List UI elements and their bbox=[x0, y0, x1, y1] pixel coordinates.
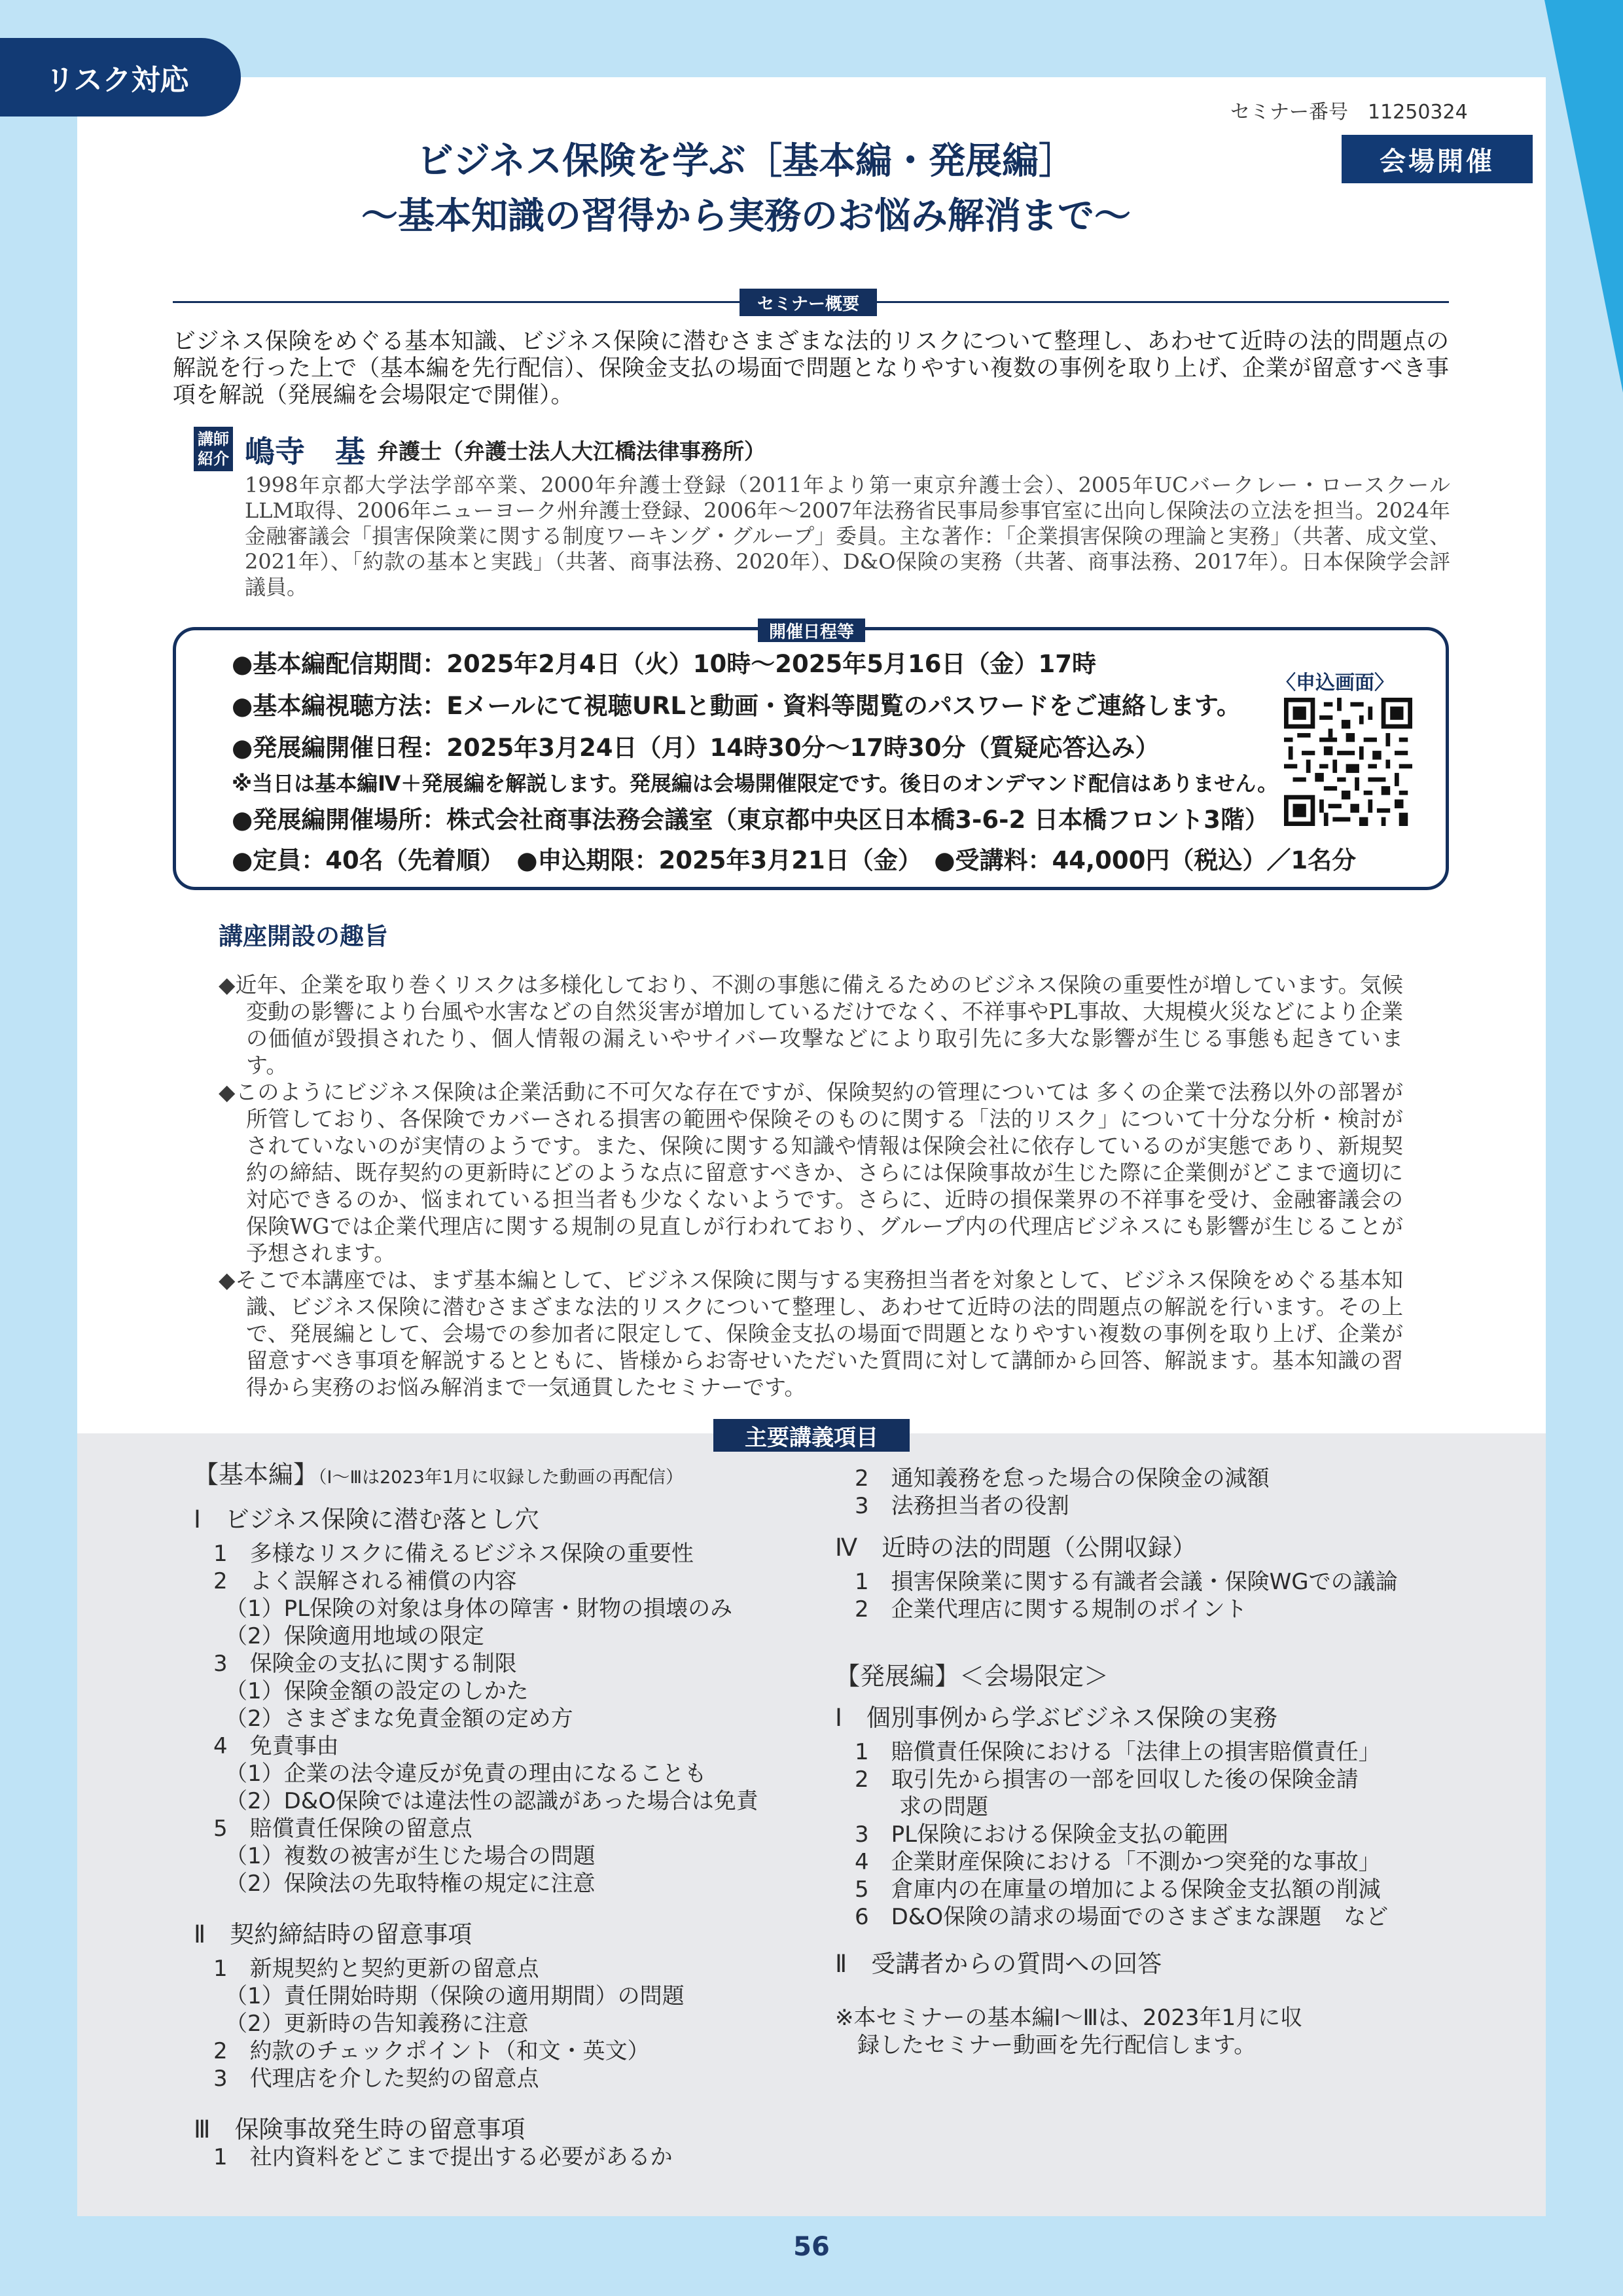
list-item: 1 社内資料をどこまで提出する必要があるか bbox=[213, 2144, 673, 2170]
schedule-advanced-date: ●発展編開催日程：2025年3月24日（月）14時30分〜17時30分（質疑応答込み） bbox=[232, 734, 1160, 762]
lectures-label: 主要講義項目 bbox=[713, 1419, 910, 1452]
list-item: （1）複数の被害が生じた場合の問題 bbox=[225, 1843, 596, 1869]
list-item: （2）保険法の先取特権の規定に注意 bbox=[225, 1871, 596, 1897]
list-item: 3 保険金の支払に関する制限 bbox=[213, 1651, 517, 1677]
list-item: 1 賠償責任保険における「法律上の損害賠償責任」 bbox=[855, 1739, 1381, 1765]
spacer bbox=[835, 1623, 1398, 1662]
list-item: （1）企業の法令違反が免責の理由になることも bbox=[225, 1761, 707, 1787]
aim-heading: 講座開設の趣旨 bbox=[219, 922, 388, 950]
section-title: Ⅲ 保険事故発生時の留意事項 bbox=[194, 2115, 526, 2144]
list-item: 2 約款のチェックポイント（和文・英文） bbox=[213, 2038, 650, 2064]
aim-paragraph: ◆このようにビジネス保険は企業活動に不可欠な存在ですが、保険契約の管理については 多くの企業で法務以外の部署が所管しており、各保険でカバーされる損害の範囲や保険そのものに関する「法的リスク」について十分な分析・検討がされていないのが実情のようです。また、保険に関する知識や情報は保険会社に依存しているのが実態であり、新規契約の締結、既存契約の更新時にどのような点に留意すべきか、さらには保険事故が生じた際に企業側がどこまで適切に対応できるのか、悩まれている担当者も少なくないようです。さらに、近時の損保業界の不祥事を受け、金融審議会の保険WGでは企業代理店に関する規制の見直しが行われており、グループ内の代理店ビジネスにも影響が生じることが予想されます。 bbox=[219, 1079, 1403, 1266]
title-line-1: ビジネス保険を学ぶ［基本編・発展編］ bbox=[416, 140, 1076, 183]
qr-code-icon[interactable] bbox=[1284, 698, 1412, 826]
corner-decoration bbox=[1544, 0, 1623, 393]
section-title: Ⅱ 契約締結時の留意事項 bbox=[194, 1920, 473, 1948]
lecturer-name: 嶋寺 基 bbox=[245, 434, 365, 469]
list-item: 2 通知義務を怠った場合の保険金の減額 bbox=[855, 1465, 1270, 1492]
venue-badge: 会場開催 bbox=[1342, 135, 1533, 183]
overview-text: ビジネス保険をめぐる基本知識、ビジネス保険に潜むさまざまな法的リスクについて整理し、あわせて近時の法的問題点の解説を行った上で（基本編を先行配信）、保険金支払の場面で問題となりやすい複数の事例を取り上げ、企業が留意すべき事項を解説（発展編を会場限定で開催）。 bbox=[173, 329, 1449, 408]
seminar-number: セミナー番号 11250324 bbox=[1230, 101, 1468, 124]
overview-label: セミナー概要 bbox=[740, 289, 877, 316]
list-item: 3 PL保険における保険金支払の範囲 bbox=[855, 1821, 1229, 1848]
list-item: 5 賠償責任保険の留意点 bbox=[213, 1816, 473, 1842]
aim-body bbox=[219, 971, 1403, 1401]
apply-screen-label: 〈申込画面〉 bbox=[1276, 672, 1394, 694]
basic-heading-note: （Ⅰ〜Ⅲは2023年1月に収録した動画の再配信） bbox=[318, 1467, 683, 1488]
basic-heading bbox=[194, 1461, 758, 1492]
aim-paragraph: ◆そこで本講座では、まず基本編として、ビジネス保険に関与する実務担当者を対象として、ビジネス保険をめぐる基本知識、ビジネス保険に潜むさまざまな法的リスクについて整理し、あわせて近時の法的問題点の解説を行います。その上で、発展編として、会場での参加者に限定して、保険金支払の場面で問題となりやすい複数の事例を取り上げ、企業が留意すべき事項を解説するとともに、皆様からお寄せいただいた質問に対して講師から回答、解説ます。基本知識の習得から実務のお悩み解消まで一気通貫したセミナーです。 bbox=[219, 1267, 1403, 1400]
schedule-note: ※当日は基本編Ⅳ＋発展編を解説します。発展編は会場開催限定です。後日のオンデマンド配信はありません。 bbox=[232, 771, 1279, 796]
list-item: （1）PL保険の対象は身体の障害・財物の損壊のみ bbox=[225, 1596, 733, 1622]
lectures-left-column bbox=[194, 1461, 758, 2171]
list-item: 6 D&O保険の請求の場面でのさまざまな課題 など bbox=[855, 1904, 1389, 1930]
section-title: Ⅰ ビジネス保険に潜む落とし穴 bbox=[194, 1505, 539, 1534]
list-item: （2）保険適用地域の限定 bbox=[225, 1623, 484, 1649]
list-item: 求の問題 bbox=[855, 1794, 988, 1820]
aim-paragraph: ◆近年、企業を取り巻くリスクは多様化しており、不測の事態に備えるためのビジネス保険の重要性が増しています。気候変動の影響により台風や水害などの自然災害が増加しているだけでなく、不祥事やPL事故、大規模火災などにより企業の価値が毀損されたり、個人情報の漏えいやサイバー攻撃などにより取引先に多大な影響が生じる事態も起きています。 bbox=[219, 972, 1403, 1078]
list-item: （2）D&O保険では違法性の認識があった場合は免責 bbox=[225, 1788, 758, 1814]
schedule-viewing-method: ●基本編視聴方法：Eメールにて視聴URLと動画・資料等閲覧のパスワードをご連絡します。 bbox=[232, 692, 1241, 720]
lecturer-bio: 1998年京都大学法学部卒業、2000年弁護士登録（2011年より第一東京弁護士会）、2005年UCバークレー・ロースクールLLM取得、2006年ニューヨーク州弁護士登録、2006年〜2007年法務省民事局参事官室に出向し保険法の立法を担当。2024年金融審議会「損害保険業に関する制度ワーキング・グループ」委員。主な著作：「企業損害保険の理論と実務」（共著、成文堂、2021年）、「約款の基本と実践」（共著、商事法務、2020年）、D&O保険の実務（共著、商事法務、2017年）。日本保険学会評議員。 bbox=[245, 473, 1450, 600]
list-item: 3 代理店を介した契約の留意点 bbox=[213, 2066, 539, 2092]
basic-heading-text: 【基本編】 bbox=[194, 1460, 319, 1489]
list-item: 1 新規契約と契約更新の留意点 bbox=[213, 1956, 539, 1982]
list-item: 1 損害保険業に関する有識者会議・保険WGでの議論 bbox=[855, 1569, 1398, 1595]
schedule-label: 開催日程等 bbox=[758, 619, 865, 642]
list-item: 4 免責事由 bbox=[213, 1733, 339, 1759]
list-item: （2）更新時の告知義務に注意 bbox=[225, 2011, 529, 2037]
list-item: 2 よく誤解される補償の内容 bbox=[213, 1568, 517, 1594]
list-item: （2）さまざまな免責金額の定め方 bbox=[225, 1706, 573, 1732]
section-title: Ⅱ 受講者からの質問への回答 bbox=[835, 1950, 1162, 1978]
list-item: 2 企業代理店に関する規制のポイント bbox=[855, 1596, 1247, 1623]
page-number: 56 bbox=[793, 2232, 830, 2262]
category-tab: リスク対応 bbox=[0, 38, 241, 117]
schedule-capacity-fee: ●定員：40名（先着順） ●申込期限：2025年3月21日（金） ●受講料：44,000円（税込）／1名分 bbox=[232, 846, 1357, 874]
list-item: 1 多様なリスクに備えるビジネス保険の重要性 bbox=[213, 1541, 694, 1567]
note-line: ※本セミナーの基本編Ⅰ〜Ⅲは、2023年1月に収 bbox=[835, 2005, 1303, 2031]
list-item: 3 法務担当者の役割 bbox=[855, 1493, 1069, 1519]
lecturer-affiliation: 弁護士（弁護士法人大江橋法律事務所） bbox=[377, 439, 766, 464]
advanced-heading: 【発展編】＜会場限定＞ bbox=[835, 1662, 1109, 1691]
note-line: 録したセミナー動画を先行配信します。 bbox=[835, 2032, 1257, 2058]
page-title bbox=[223, 134, 1270, 244]
list-item: 4 企業財産保険における「不測かつ突発的な事故」 bbox=[855, 1849, 1381, 1875]
list-item: 2 取引先から損害の一部を回収した後の保険金請 bbox=[855, 1767, 1359, 1793]
list-item: （1）責任開始時期（保険の適用期間）の問題 bbox=[225, 1983, 685, 2009]
list-item: 5 倉庫内の在庫量の増加による保険金支払額の削減 bbox=[855, 1876, 1381, 1903]
schedule-delivery-period: ●基本編配信期間：2025年2月4日（火）10時〜2025年5月16日（金）17時 bbox=[232, 650, 1096, 678]
section-title: Ⅰ 個別事例から学ぶビジネス保険の実務 bbox=[835, 1704, 1277, 1732]
lectures-right-column bbox=[835, 1465, 1398, 2059]
title-line-2: 〜基本知識の習得から実務のお悩み解消まで〜 bbox=[361, 195, 1131, 238]
section-title: Ⅳ 近時の法的問題（公開収録） bbox=[835, 1534, 1197, 1562]
list-item: （1）保険金額の設定のしかた bbox=[225, 1678, 529, 1704]
schedule-venue: ●発展編開催場所：株式会社商事法務会議室（東京都中央区日本橋3-6-2 日本橋フロント3階） bbox=[232, 806, 1269, 834]
spacer bbox=[835, 1984, 1398, 2004]
lecturer-tag-text: 講師紹介 bbox=[198, 430, 229, 468]
lecturer-tag bbox=[194, 427, 233, 471]
